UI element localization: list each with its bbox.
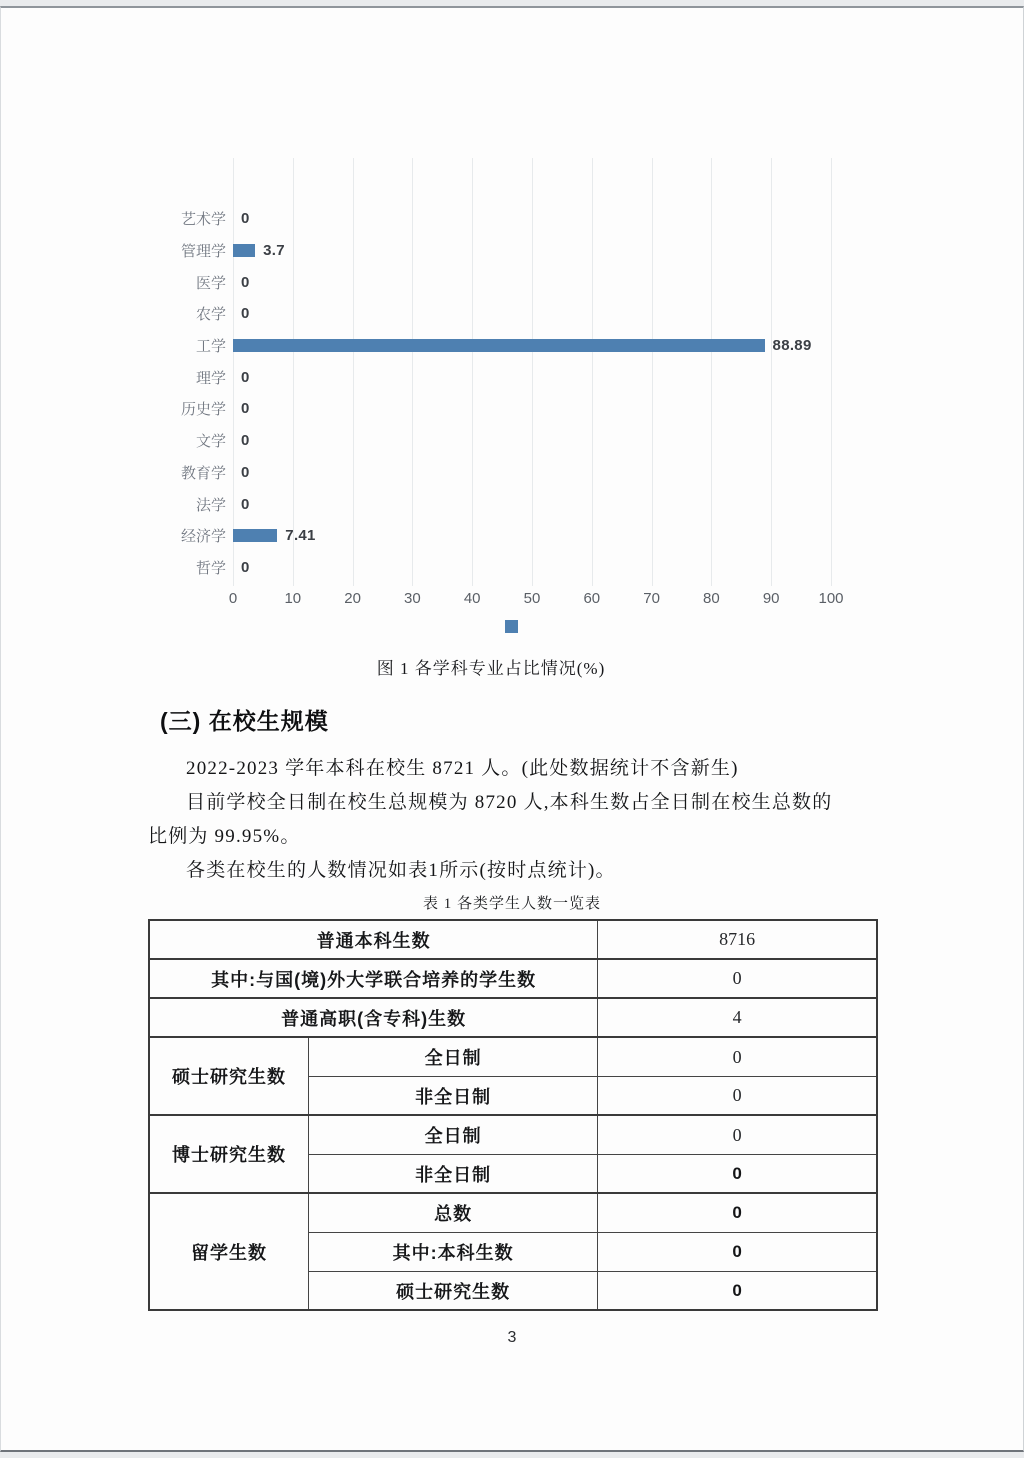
table-value-cell: 0 xyxy=(598,959,877,998)
table-label-cell: 其中:本科生数 xyxy=(309,1232,598,1271)
paragraph xyxy=(148,786,876,854)
chart-category-label: 法学 xyxy=(195,496,226,514)
table-row xyxy=(149,1037,877,1076)
chart-value-label: 3.7 xyxy=(263,242,285,260)
table-value-cell: 0 xyxy=(598,1076,877,1115)
discipline-bar-chart xyxy=(151,158,844,679)
chart-x-tick: 30 xyxy=(404,590,421,608)
chart-category-label: 工学 xyxy=(195,338,226,356)
chart-bar xyxy=(233,339,765,352)
chart-category-label: 理学 xyxy=(195,369,226,387)
paragraph xyxy=(148,854,876,888)
chart-value-label: 0 xyxy=(241,368,250,386)
table-label-cell: 总数 xyxy=(309,1193,598,1232)
chart-value-label: 0 xyxy=(241,305,250,323)
chart-legend xyxy=(233,612,831,642)
chart-bar-area xyxy=(233,464,831,481)
chart-bar-area xyxy=(233,400,831,417)
table-value-cell: 0 xyxy=(598,1193,877,1232)
chart-gridline xyxy=(831,158,832,586)
chart-value-label: 0 xyxy=(241,463,250,481)
chart-caption: 图 1 各学科专业占比情况(%) xyxy=(376,659,606,679)
chart-category-label: 哲学 xyxy=(195,559,226,577)
chart-bar-area xyxy=(233,337,831,354)
chart-value-label: 0 xyxy=(241,495,250,513)
table-value-cell: 8716 xyxy=(598,920,877,959)
body-text-line: 比例为 99.95%。 xyxy=(148,826,301,848)
chart-plot-area xyxy=(151,158,831,586)
table-value-cell: 0 xyxy=(598,1115,877,1154)
chart-value-label: 0 xyxy=(241,558,250,576)
table-label-cell: 非全日制 xyxy=(309,1154,598,1193)
table-label-cell: 全日制 xyxy=(309,1115,598,1154)
chart-value-label: 0 xyxy=(241,432,250,450)
table-label-cell: 普通高职(含专科)生数 xyxy=(149,998,598,1037)
table-label-cell: 全日制 xyxy=(309,1037,598,1076)
chart-category-label: 医学 xyxy=(195,274,226,292)
table-row xyxy=(149,998,877,1037)
chart-category-label: 管理学 xyxy=(180,243,226,261)
chart-x-tick: 20 xyxy=(344,590,361,608)
chart-value-label: 7.41 xyxy=(285,527,316,545)
paragraphs xyxy=(148,752,876,888)
chart-bar-area xyxy=(233,527,831,544)
chart-bar-area xyxy=(233,274,831,291)
table-row xyxy=(149,1115,877,1154)
chart-bar-area xyxy=(233,559,831,576)
chart-value-label: 0 xyxy=(241,273,250,291)
chart-category-label: 文学 xyxy=(195,433,226,451)
paragraph xyxy=(148,752,876,786)
chart-category-label: 教育学 xyxy=(180,464,226,482)
chart-value-label: 88.89 xyxy=(772,337,812,355)
table-value-cell: 0 xyxy=(598,1232,877,1271)
chart-bar xyxy=(233,244,255,257)
table-group-cell: 留学生数 xyxy=(149,1193,309,1310)
chart-bar-area xyxy=(233,210,831,227)
document-page xyxy=(0,6,1024,1452)
table-label-cell: 普通本科生数 xyxy=(149,920,598,959)
body-text-line: 2022-2023 学年本科在校生 8721 人。(此处数据统计不含新生) xyxy=(186,758,739,780)
chart-bar-area xyxy=(233,369,831,386)
table-value-cell: 0 xyxy=(598,1037,877,1076)
chart-x-tick: 100 xyxy=(818,590,844,608)
chart-category-label: 经济学 xyxy=(180,528,226,546)
body-text-line: 目前学校全日制在校生总规模为 8720 人,本科生数占全日制在校生总数的 xyxy=(186,792,833,814)
chart-x-tick: 80 xyxy=(703,590,720,608)
chart-value-label: 0 xyxy=(241,210,250,228)
chart-bar-area xyxy=(233,432,831,449)
chart-x-tick: 70 xyxy=(643,590,660,608)
table-value-cell: 0 xyxy=(598,1154,877,1193)
students-table xyxy=(148,919,878,1311)
chart-x-tick: 40 xyxy=(463,590,481,608)
chart-x-axis xyxy=(228,586,844,612)
chart-category-label: 历史学 xyxy=(180,401,226,419)
chart-legend-marker xyxy=(505,620,518,633)
table-value-cell: 4 xyxy=(598,998,877,1037)
chart-category-label: 艺术学 xyxy=(180,211,226,229)
table-caption: 表 1 各类学生人数一览表 xyxy=(422,896,601,913)
table-row xyxy=(149,1193,877,1232)
chart-value-label: 0 xyxy=(241,400,250,418)
chart-x-tick: 60 xyxy=(583,590,601,608)
table-label-cell: 非全日制 xyxy=(309,1076,598,1115)
table-value-cell: 0 xyxy=(598,1271,877,1310)
chart-x-tick: 0 xyxy=(228,590,238,608)
page-number: 3 xyxy=(507,1329,517,1347)
table-label-cell: 其中:与国(境)外大学联合培养的学生数 xyxy=(149,959,598,998)
chart-bar-area xyxy=(233,242,831,259)
table-label-cell: 硕士研究生数 xyxy=(309,1271,598,1310)
text-content xyxy=(1,703,1023,1347)
table-group-cell: 博士研究生数 xyxy=(149,1115,309,1193)
chart-x-tick: 90 xyxy=(762,590,780,608)
chart-x-tick: 10 xyxy=(284,590,302,608)
section-heading: (三) 在校生规模 xyxy=(160,708,329,735)
table-group-cell: 硕士研究生数 xyxy=(149,1037,309,1115)
chart-category-label: 农学 xyxy=(195,306,226,324)
chart-bar-area xyxy=(233,496,831,513)
body-text-line: 各类在校生的人数情况如表1所示(按时点统计)。 xyxy=(186,860,616,882)
table-row xyxy=(149,959,877,998)
chart-x-tick: 50 xyxy=(523,590,541,608)
chart-bar-area xyxy=(233,305,831,322)
table-row xyxy=(149,920,877,959)
chart-bar xyxy=(233,529,277,542)
